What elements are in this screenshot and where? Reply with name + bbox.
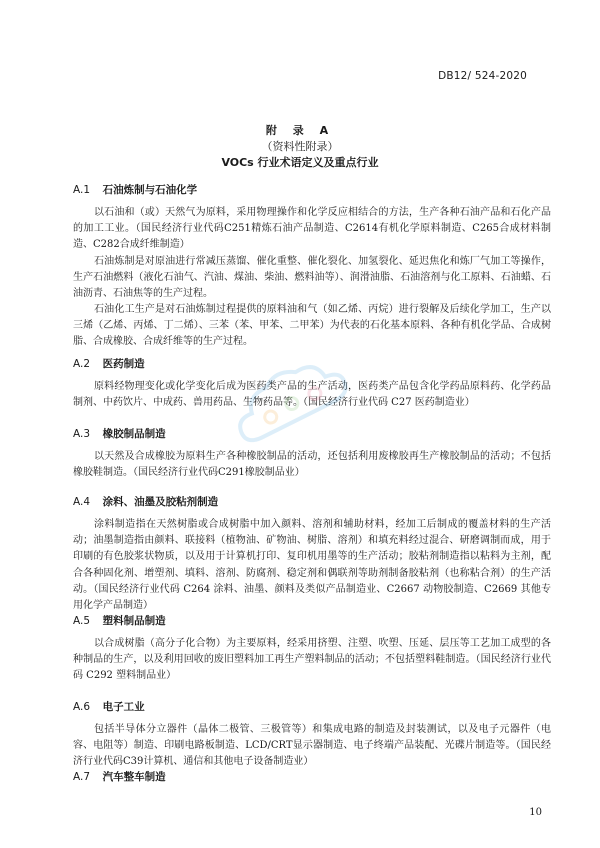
section-number: A.7 <box>73 771 91 783</box>
section-heading: 塑料制品制造 <box>102 615 166 627</box>
section-title-a1 <box>73 182 197 197</box>
section-title-a5 <box>73 613 166 628</box>
section-heading: 医药制造 <box>102 358 145 370</box>
appendix-caption: VOCs 行业术语定义及重点行业 <box>221 156 379 169</box>
appendix-title: 附 录 A <box>265 124 335 137</box>
section-number: A.5 <box>73 615 91 627</box>
section-heading: 汽车整车制造 <box>102 771 166 783</box>
paragraph: 原料经物理变化或化学变化后成为医药类产品的生产活动，医药类产品包含化学药品原料药、化学药品制剂、中药饮片、中成药、兽用药品、生物药品等。（国民经济行业代码 C27 医药制造业） <box>73 381 551 409</box>
section-number: A.3 <box>73 428 91 440</box>
paragraph: 以合成树脂（高分子化合物）为主要原料，经采用挤塑、注塑、吹塑、压延、层压等工艺加工成型的各种制品的生产，以及利用回收的废旧塑料加工再生产塑料制品的活动；不包括塑料鞋制造。（国民经济行业代码 C292 塑料制品业） <box>73 638 551 682</box>
section-number: A.6 <box>73 701 91 713</box>
page-number: 10 <box>529 807 542 818</box>
paragraph: 涂料制造指在天然树脂或合成树脂中加入颜料、溶剂和辅助材料，经加工后制成的覆盖材料的生产活动；油墨制造指由颜料、联接料（植物油、矿物油、树脂、溶剂）和填充料经过混合、研磨调制而成，用于印刷的有色胶浆状物质，以及用于计算机打印、复印机用墨等的生产活动；胶粘剂制造指以粘料为主剂，配合各种固化剂、增塑剂、填料、溶剂、防腐剂、稳定剂和偶联剂等助剂制备胶粘剂（也称粘合剂）的生产活动。（国民经济行业代码 C264 涂料、油墨、颜料及类似产品制造业、C2667 动物胶制造、C2669 其他专用化学产品制造） <box>73 519 551 612</box>
section-number: A.2 <box>73 358 91 370</box>
section-heading: 涂料、油墨及胶粘剂制造 <box>102 496 219 508</box>
paragraph: 石油炼制是对原油进行常减压蒸馏、催化重整、催化裂化、加氢裂化、延迟焦化和炼厂气加工等操作，生产石油燃料（液化石油气、汽油、煤油、柴油、燃料油等）、润滑油脂、石油溶剂与化工原料、石油蜡、石油沥青、石油焦等的生产过程。 <box>73 256 551 300</box>
section-title-a3 <box>73 426 166 441</box>
paragraph: 石油化工生产是对石油炼制过程提供的原料油和气（如乙烯、丙烷）进行裂解及后续化学加工，生产以三烯（乙烯、丙烯、丁二烯）、三苯（苯、甲苯、二甲苯）为代表的石化基本原料、各种有机化学品、合成树脂、合成橡胶、合成纤维等的生产过程。 <box>73 304 551 348</box>
section-title-a7 <box>73 769 166 784</box>
section-heading: 石油炼制与石油化学 <box>102 184 198 196</box>
paragraph: 以天然及合成橡胶为原料生产各种橡胶制品的活动，还包括利用废橡胶再生产橡胶制品的活动；不包括橡胶鞋制造。（国民经济行业代码C291橡胶制品业） <box>73 451 551 479</box>
paragraph: 以石油和（或）天然气为原料，采用物理操作和化学反应相结合的方法，生产各种石油产品和石化产品的加工工业。（国民经济行业代码C251精炼石油产品制造、C2614有机化学原料制造、C265合成材料制造、C282合成纤维制造） <box>73 207 551 251</box>
paragraph: 包括半导体分立器件（晶体二极管、三极管等）和集成电路的制造及封装测试，以及电子元器件（电容、电阻等）制造、印刷电路板制造、LCD/CRT显示器制造、电子终端产品装配、光碟片制造等。（国民经济行业代码C39计算机、通信和其他电子设备制造业） <box>73 724 551 768</box>
section-number: A.4 <box>73 496 91 508</box>
section-title-a6 <box>73 699 145 714</box>
cloud-watermark-icon <box>209 332 370 468</box>
section-number: A.1 <box>73 184 91 196</box>
section-heading: 橡胶制品制造 <box>102 428 166 440</box>
section-heading: 电子工业 <box>102 701 145 713</box>
appendix-subtitle: （资料性附录） <box>261 140 339 153</box>
section-title-a4 <box>73 494 218 509</box>
standard-code: DB12/ 524-2020 <box>438 70 527 82</box>
section-title-a2 <box>73 356 145 371</box>
